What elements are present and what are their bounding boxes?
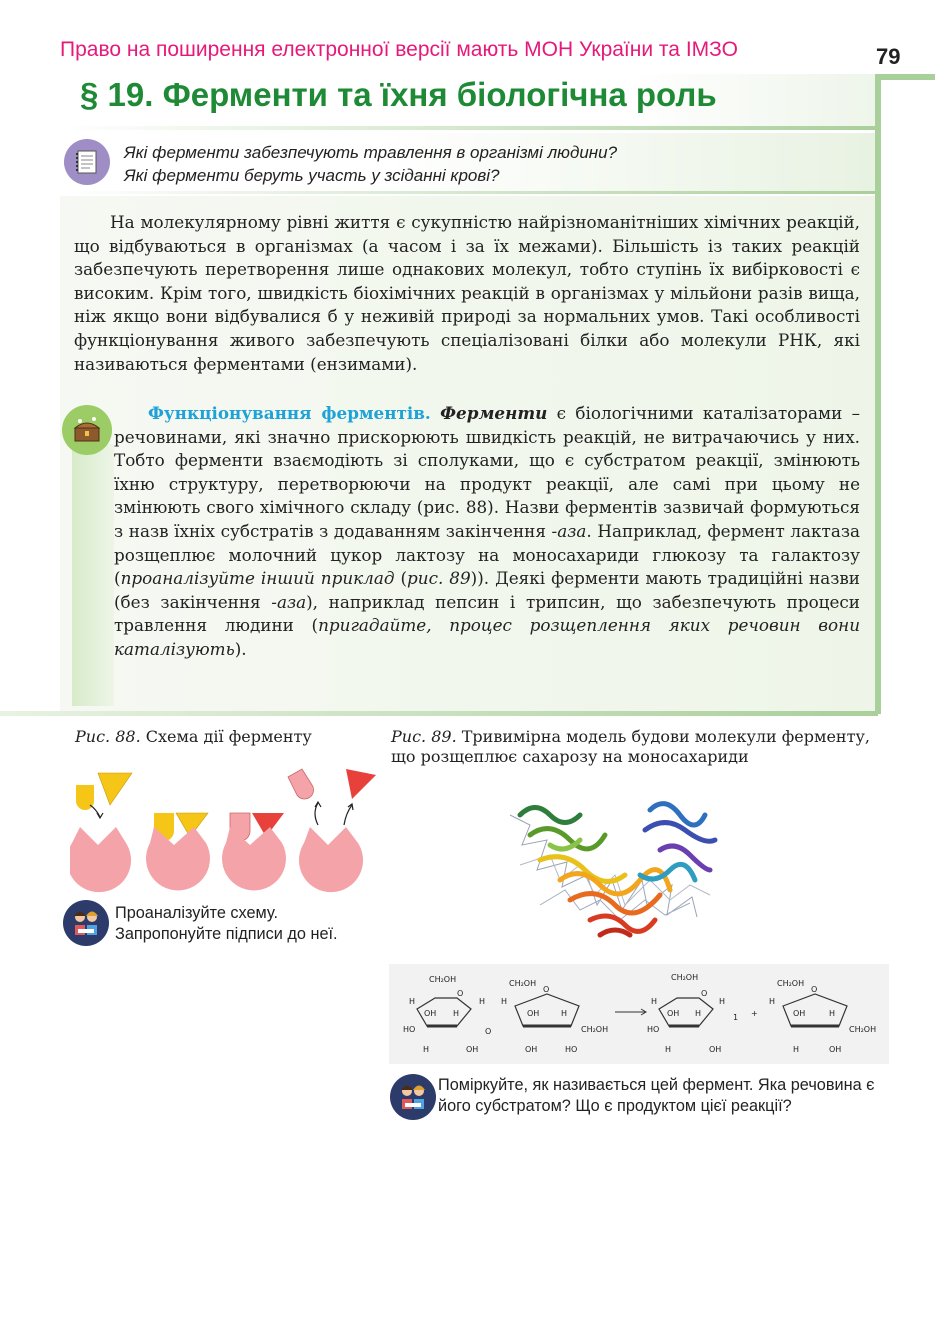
questions-divider: [60, 191, 878, 194]
scheme-step-3: [222, 813, 286, 890]
text-run: ).: [234, 638, 247, 659]
text-run: є біологічними каталізаторами – речовинами, які значно прискорюють швидкість реакцій, не витрачаючись у них. Тобто ферменти взаємодіють зі сполуками, що є субстратом реакції, змінюють їхню структуру, перетворюючи на продукт реакції, але самі при цьому не змінюють свого хімічного складу (рис. 88). Назви ферментів зазвичай формуються з назв їхніх субстратів з додаванням закінчення: [114, 403, 860, 541]
chem-label: H: [423, 1045, 430, 1054]
protein-ribbons: [520, 804, 715, 935]
chem-label: O: [811, 985, 818, 994]
enzyme-shape: [70, 827, 131, 892]
chem-label: HO: [403, 1025, 416, 1034]
chem-label: CH₂OH: [777, 979, 805, 988]
chem-label: OH: [527, 1009, 540, 1018]
figure-label: Рис. 88.: [75, 727, 141, 746]
margin-highlight-bar: [72, 444, 114, 706]
chem-label: CH₂OH: [671, 973, 699, 982]
chem-label: O: [457, 989, 464, 998]
glucose-ring: [647, 973, 738, 1054]
figure-88-caption: [75, 727, 375, 747]
caption-text: Тривимірна модель будови молекули ферменту, що розщеплює сахарозу на моносахариди: [391, 727, 870, 766]
fructose-ring: [501, 979, 608, 1054]
page-number: 79: [876, 44, 901, 69]
question-line: Які ферменти забезпечують травлення в організмі людини?: [124, 143, 618, 162]
suffix-term: -аза: [271, 591, 307, 612]
arrow-out: [344, 805, 352, 825]
chem-label: H: [665, 1045, 672, 1054]
chem-label: CH₂OH: [849, 1025, 877, 1034]
arrow-in-head: [97, 813, 103, 818]
chem-plus: +: [751, 1009, 758, 1018]
figure-89-caption: [391, 727, 891, 767]
figure-label: Рис. 89.: [391, 727, 457, 746]
chem-label: OH: [424, 1009, 437, 1018]
scheme-step-4: [288, 769, 376, 892]
arrow-out-head: [315, 802, 321, 807]
reaction-scheme: [389, 964, 889, 1064]
glucose-ring: [403, 975, 491, 1054]
chem-label: H: [695, 1009, 702, 1018]
chem-label: H: [409, 997, 416, 1006]
frame-top-edge: [875, 74, 935, 80]
fructose-ring: [769, 979, 876, 1054]
sucrose-hydrolysis-diagram: [389, 964, 889, 1064]
chem-label: OH: [829, 1045, 842, 1054]
copyright-notice: Право на поширення електронної версії мають МОН України та ІМЗО: [60, 38, 738, 61]
enzyme-shape: [299, 827, 363, 892]
frame-right-edge: [875, 74, 881, 714]
chem-label: H: [561, 1009, 568, 1018]
chem-label: HO: [565, 1045, 578, 1054]
chem-label: 1: [733, 1013, 739, 1022]
product-triangle: [346, 769, 376, 799]
subheading: Функціонування ферментів.: [148, 403, 431, 423]
figure-88-task: [115, 903, 385, 945]
enzyme-action-scheme: [70, 765, 390, 895]
task-line: Проаналізуйте схему.: [115, 904, 278, 922]
chem-label: OH: [667, 1009, 680, 1018]
section-title: § 19. Ферменти та їхня біологічна роль: [80, 76, 717, 113]
question-line: Які ферменти беруть участь у зсіданні крові?: [124, 166, 500, 185]
substrate-triangle: [98, 773, 132, 805]
intro-questions: [124, 141, 617, 187]
notebook-icon: [64, 139, 110, 185]
chem-label: H: [829, 1009, 836, 1018]
chem-label: H: [651, 997, 658, 1006]
title-divider: [60, 126, 878, 130]
intro-paragraph: На молекулярному рівні життя є сукупністю найрізноманітніших хімічних реакцій, що відбуваються в організмах (а часом і за їх межами). Більшість із таких реакцій забезпечують перетворення лише однакових молекул, тобто ступінь їх вибірковості є високим. Крім того, швидкість біохімічних реакцій в організмах у мільйони разів вища, ніж якщо вони відбувалися б у неживій природі за нормальних умов. Такі особливості функціонування живого забезпечують спеціалізовані білки або молекули РНК, які називаються ферментами (ензимами).: [74, 212, 860, 374]
chem-label: CH₂OH: [429, 975, 457, 984]
chem-label: OH: [709, 1045, 722, 1054]
figure-reference: рис. 89: [407, 568, 471, 589]
chem-label: H: [501, 997, 508, 1006]
task-line: Запропонуйте підписи до неї.: [115, 925, 338, 943]
chem-label: H: [479, 997, 486, 1006]
treasure-chest-icon: [62, 405, 112, 455]
chem-label: CH₂OH: [509, 979, 537, 988]
chem-label: OH: [793, 1009, 806, 1018]
chem-label: O: [485, 1027, 492, 1036]
text-run: ), наприклад пепсин і трипсин, що забезпечують процеси травлення людини (: [114, 591, 860, 636]
text-run: . Наприклад, фермент лактаза розщеплює молочний цукор лактозу на моносахариди глюкозу та галактозу (: [114, 520, 860, 589]
chem-label: OH: [525, 1045, 538, 1054]
text-run: )). Деякі ферменти мають традиційні назви (без закінчення: [114, 568, 860, 612]
chem-label: H: [719, 997, 726, 1006]
task-prompt: проаналізуйте інший приклад: [120, 568, 395, 589]
task-prompt: пригадайте, процес розщеплення яких речовин вони каталізують: [114, 615, 860, 659]
chem-label: O: [701, 989, 708, 998]
scheme-step-1: [70, 773, 132, 892]
chem-label: OH: [466, 1045, 479, 1054]
key-term: Ферменти: [440, 403, 548, 423]
chem-label: HO: [647, 1025, 660, 1034]
product-u-shape: [288, 769, 314, 799]
chem-label: H: [793, 1045, 800, 1054]
caption-text: Схема дії ферменту: [140, 727, 312, 746]
chem-label: CH₂OH: [581, 1025, 609, 1034]
chem-label: H: [769, 997, 776, 1006]
suffix-term: -аза: [551, 520, 587, 541]
enzyme-function-paragraph: [114, 402, 860, 662]
chem-label: O: [543, 985, 550, 994]
panel-bottom-divider: [0, 711, 878, 716]
students-icon: [63, 900, 109, 946]
enzyme-shape: [146, 827, 210, 890]
students-icon: [390, 1074, 436, 1120]
chem-label: H: [453, 1009, 460, 1018]
text-run: (: [394, 568, 408, 589]
figure-89-task: Поміркуйте, як називається цей фермент. Яка речовина є його субстратом? Що є продуктом цієї реакції?: [438, 1076, 875, 1115]
enzyme-3d-model: [500, 785, 730, 965]
enzyme-shape: [222, 827, 286, 890]
scheme-step-2: [146, 813, 210, 890]
